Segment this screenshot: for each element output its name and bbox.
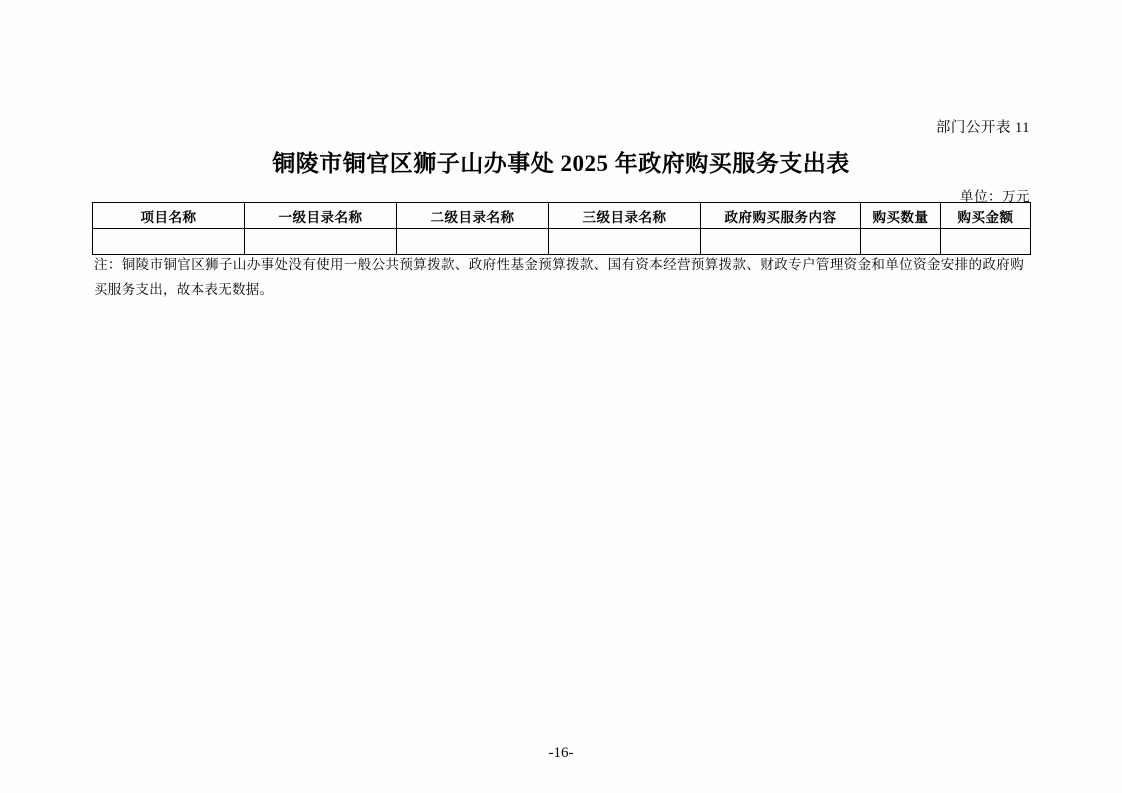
cell-project-name xyxy=(93,229,245,255)
column-header-service-content: 政府购买服务内容 xyxy=(701,203,861,229)
cell-service-content xyxy=(701,229,861,255)
column-header-purchase-quantity: 购买数量 xyxy=(861,203,941,229)
column-header-level1-catalog: 一级目录名称 xyxy=(245,203,397,229)
cell-level1-catalog xyxy=(245,229,397,255)
column-header-level2-catalog: 二级目录名称 xyxy=(397,203,549,229)
page-number: -16- xyxy=(548,745,574,761)
cell-purchase-amount xyxy=(941,229,1031,255)
cell-purchase-quantity xyxy=(861,229,941,255)
table-row xyxy=(93,229,1031,255)
cell-level2-catalog xyxy=(397,229,549,255)
government-purchase-service-table xyxy=(92,202,1031,255)
column-header-project-name: 项目名称 xyxy=(93,203,245,229)
table-note: 注：铜陵市铜官区狮子山办事处没有使用一般公共预算拨款、政府性基金预算拨款、国有资本经营预算拨款、财政专户管理资金和单位资金安排的政府购买服务支出，故本表无数据。 xyxy=(94,257,1024,297)
unit-label: 单位：万元 xyxy=(960,189,1030,204)
column-header-level3-catalog: 三级目录名称 xyxy=(549,203,701,229)
column-header-purchase-amount: 购买金额 xyxy=(941,203,1031,229)
form-label: 部门公开表 11 xyxy=(935,120,1030,136)
page-title: 铜陵市铜官区狮子山办事处 2025 年政府购买服务支出表 xyxy=(272,151,850,176)
cell-level3-catalog xyxy=(549,229,701,255)
table-header-row xyxy=(93,203,1031,229)
